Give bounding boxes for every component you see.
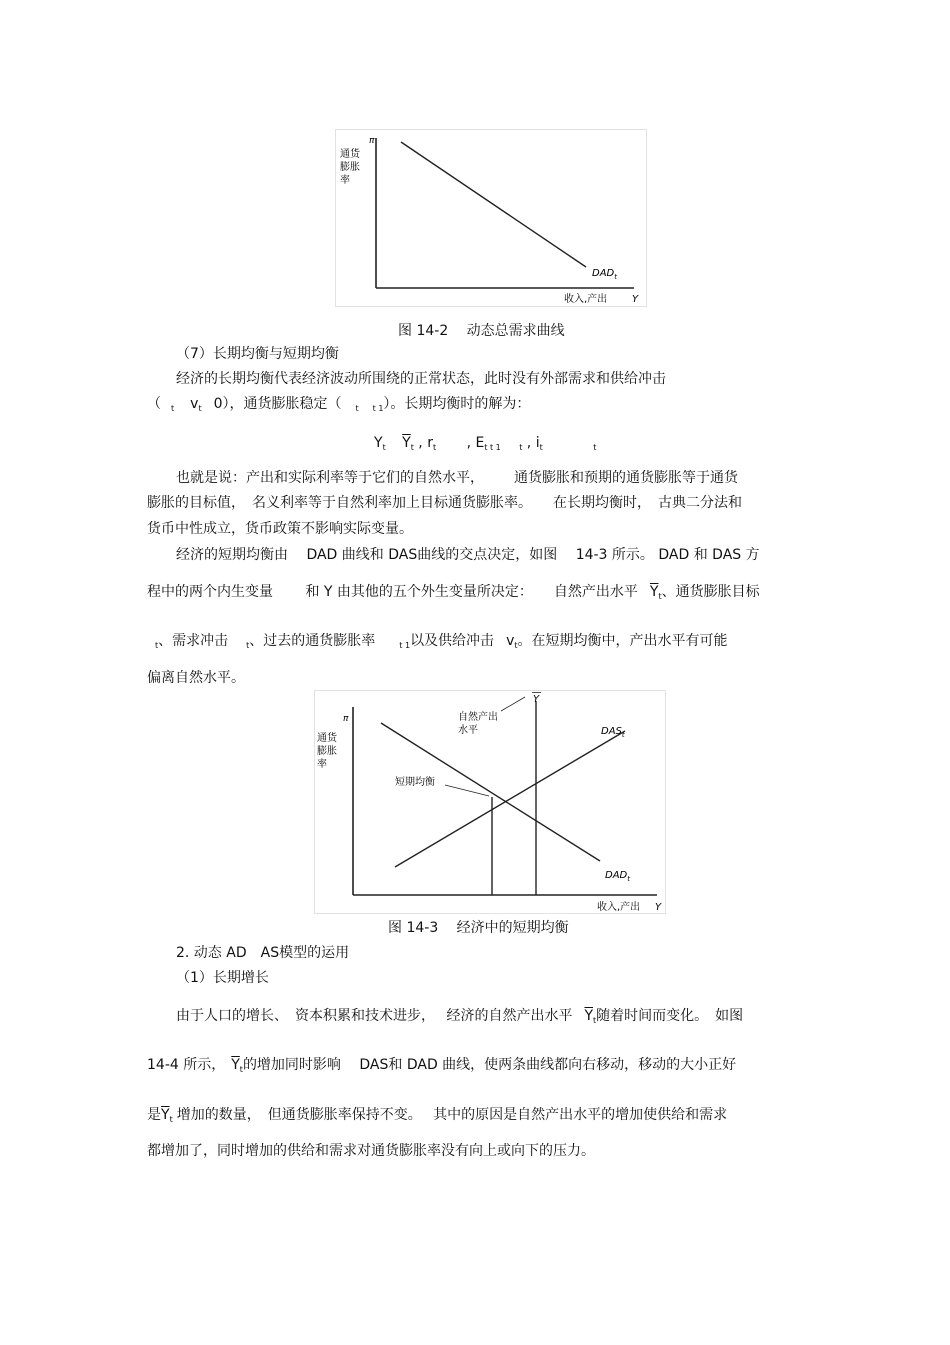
p4-line4: 都增加了，同时增加的供给和需求对通货膨胀率没有向上或向下的压力。 xyxy=(147,1143,595,1159)
natural-label-2: 水平 xyxy=(458,725,478,736)
figure-14-2-plot xyxy=(336,130,646,306)
dad-curve-label: $DAD_t$ xyxy=(592,268,617,281)
das-curve-label: $DAS_t$ xyxy=(601,726,625,739)
heading-1: （1）长期增长 xyxy=(176,970,269,986)
p1-line1: 经济的长期均衡代表经济波动所围绕的正常状态，此时没有外部需求和供给冲击 xyxy=(176,371,666,387)
x-var: Y xyxy=(632,294,639,305)
section-2-heading: 2. 动态 AD AS模型的运用 xyxy=(176,945,350,961)
p4-line1: 由于人口的增长、 资本积累和技术进步， 经济的自然产出水平 $\overline{Y}_t$随着时间而变化。 如图 xyxy=(176,1008,744,1025)
dad-curve-label: $DAD_t$ xyxy=(605,870,630,883)
figure-14-2 xyxy=(335,129,647,307)
figure-14-2-caption: 图 14-2 动态总需求曲线 xyxy=(398,323,565,339)
dad-curve xyxy=(401,142,586,267)
p1-line2: （ $_t$ $v_t$ 0），通货膨胀稳定（ $_t$ $_{t 1}$）。长期均衡时的解为： xyxy=(147,396,531,413)
y-label-3: 率 xyxy=(340,175,350,186)
x-var: Y xyxy=(655,902,662,913)
p4-line3: 是$\overline{Y}_t$ 增加的数量， 但通货膨胀率保持不变。 其中的原因是自然产出水平的增加使供给和需求 xyxy=(147,1107,728,1124)
p4-line2: 14-4 所示， $\overline{Y}_t$的增加同时影响 DAS和 DAD 曲线，使两条曲线都向右移动，移动的大小正好 xyxy=(147,1057,737,1074)
y-label-1: 通货 xyxy=(340,149,360,160)
figure-14-3 xyxy=(314,690,666,914)
das-curve xyxy=(395,731,625,867)
dad-curve xyxy=(381,723,600,861)
p3-line1: 经济的短期均衡由 DAD 曲线和 DAS曲线的交点决定，如图 14-3 所示。 DAD 和 DAS 方 xyxy=(176,547,760,563)
p2-line1: 也就是说：产出和实际利率等于它们的自然水平， 通货膨胀和预期的通货膨胀等于通货 xyxy=(176,470,738,486)
pi-label: π xyxy=(343,714,349,724)
y-label-1: 通货 xyxy=(317,733,337,744)
x-axis-label: 收入,产出 xyxy=(597,902,641,913)
y-label-3: 率 xyxy=(317,759,327,770)
y-label-2: 膨胀 xyxy=(340,162,360,173)
equilibrium-label: 短期均衡 xyxy=(395,777,435,788)
p2-line2: 膨胀的目标值， 名义利率等于自然利率加上目标通货膨胀率。 在长期均衡时， 古典二分法和 xyxy=(147,495,742,511)
ybar-label: Y xyxy=(533,694,540,705)
p3-line4: 偏离自然水平。 xyxy=(147,670,245,686)
pi-label: π xyxy=(369,136,375,146)
y-label-2: 膨胀 xyxy=(317,746,337,757)
x-axis-label: 收入,产出 xyxy=(564,294,608,305)
figure-14-3-caption: 图 14-3 经济中的短期均衡 xyxy=(388,920,569,936)
natural-pointer xyxy=(501,697,525,711)
heading-7: （7）长期均衡与短期均衡 xyxy=(176,346,339,362)
p2-line3: 货币中性成立，货币政策不影响实际变量。 xyxy=(147,521,413,537)
figure-14-3-plot xyxy=(315,691,665,913)
p3-line3: $_t$、需求冲击 $_t$、过去的通货膨胀率 $_{t 1}$以及供给冲击 $v_t$。在短期均衡中，产出水平有可能 xyxy=(155,633,728,650)
p3-line2: 程中的两个内生变量 和 Y 由其他的五个外生变量所决定： 自然产出水平 $\overline{Y}_t$、通货膨胀目标 xyxy=(147,584,760,601)
equilibrium-equation: $Y_t$ $\overline{Y}_t$ , $r_t$ , $E_{t t 1}$ $_t$ , $i_t$ $_t$ xyxy=(374,435,597,452)
natural-label-1: 自然产出 xyxy=(458,712,498,723)
